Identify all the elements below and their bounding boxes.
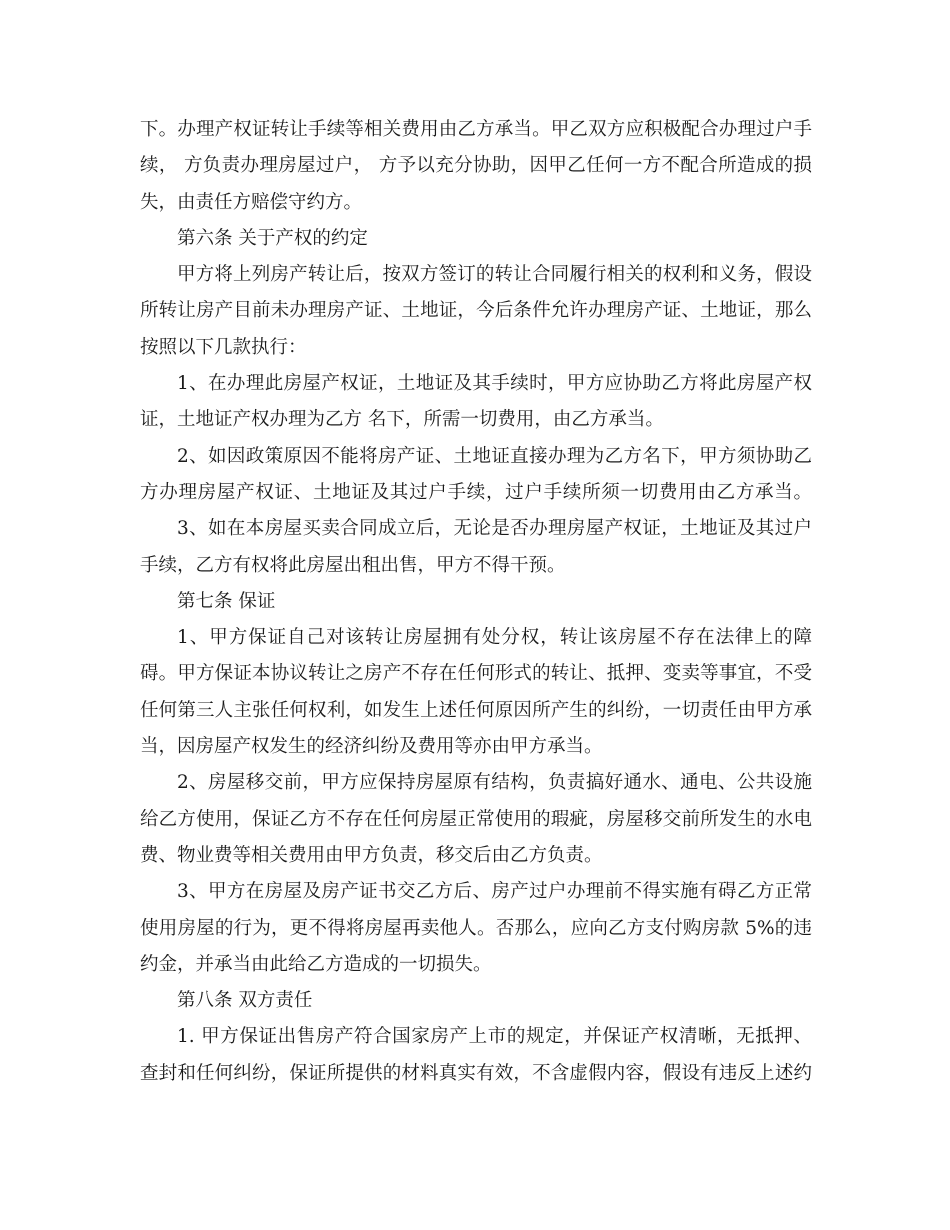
- document-line: 手续，乙方有权将此房屋出租出售，甲方不得干预。: [140, 554, 566, 576]
- document-line: 按照以下几款执行：: [140, 336, 307, 358]
- document-line: 给乙方使用，保证乙方不存在任何房屋正常使用的瑕疵，房屋移交前所发生的水电: [140, 808, 812, 830]
- document-line: 1、甲方保证自己对该转让房屋拥有处分权，转让该房屋不存在法律上的障: [177, 627, 812, 649]
- document-line: 失，由责任方赔偿守约方。: [140, 191, 363, 213]
- document-line: 1. 甲方保证出售房产符合国家房产上市的规定，并保证产权清晰，无抵押、: [177, 1026, 812, 1048]
- document-line: 使用房屋的行为，更不得将房屋再卖他人。否那么，应向乙方支付购房款 5%的违: [140, 917, 812, 939]
- document-line: 方办理房屋产权证、土地证及其过户手续，过户手续所须一切费用由乙方承当。: [140, 481, 812, 503]
- document-line: 查封和任何纠纷，保证所提供的材料真实有效，不含虚假内容，假设有违反上述约: [140, 1062, 812, 1084]
- document-line: 第七条 保证: [177, 590, 276, 612]
- document-line: 续， 方负责办理房屋过户， 方予以充分协助，因甲乙任何一方不配合所造成的损: [140, 155, 812, 177]
- document-line: 3、甲方在房屋及房产证书交乙方后、房产过户办理前不得实施有碍乙方正常: [177, 881, 812, 903]
- document-line: 任何第三人主张任何权利，如发生上述任何原因所产生的纠纷，一切责任由甲方承: [140, 699, 812, 721]
- document-line: 第六条 关于产权的约定: [177, 227, 368, 249]
- document-line: 2、如因政策原因不能将房产证、土地证直接办理为乙方名下，甲方须协助乙: [177, 445, 812, 467]
- document-line: 所转让房产目前未办理房产证、土地证，今后条件允许办理房产证、土地证，那么: [140, 300, 812, 322]
- document-line: 碍。甲方保证本协议转让之房产不存在任何形式的转让、抵押、变卖等事宜，不受: [140, 663, 812, 685]
- document-line: 约金，并承当由此给乙方造成的一切损失。: [140, 953, 492, 975]
- document-line: 第八条 双方责任: [177, 990, 313, 1012]
- document-line: 当，因房屋产权发生的经济纠纷及费用等亦由甲方承当。: [140, 736, 603, 758]
- document-line: 2、房屋移交前，甲方应保持房屋原有结构，负责搞好通水、通电、公共设施: [177, 772, 812, 794]
- document-line: 3、如在本房屋买卖合同成立后，无论是否办理房屋产权证，土地证及其过户: [177, 518, 812, 540]
- document-page: [140, 112, 812, 1092]
- document-line: 甲方将上列房产转让后，按双方签订的转让合同履行相关的权利和义务，假设: [177, 264, 812, 286]
- document-body: [140, 112, 812, 1092]
- document-line: 1、在办理此房屋产权证，土地证及其手续时，甲方应协助乙方将此房屋产权: [177, 373, 812, 395]
- document-line: 费、物业费等相关费用由甲方负责，移交后由乙方负责。: [140, 844, 603, 866]
- document-line: 证，土地证产权办理为乙方 名下，所需一切费用，由乙方承当。: [140, 409, 664, 431]
- document-line: 下。办理产权证转让手续等相关费用由乙方承当。甲乙双方应积极配合办理过户手: [140, 119, 812, 140]
